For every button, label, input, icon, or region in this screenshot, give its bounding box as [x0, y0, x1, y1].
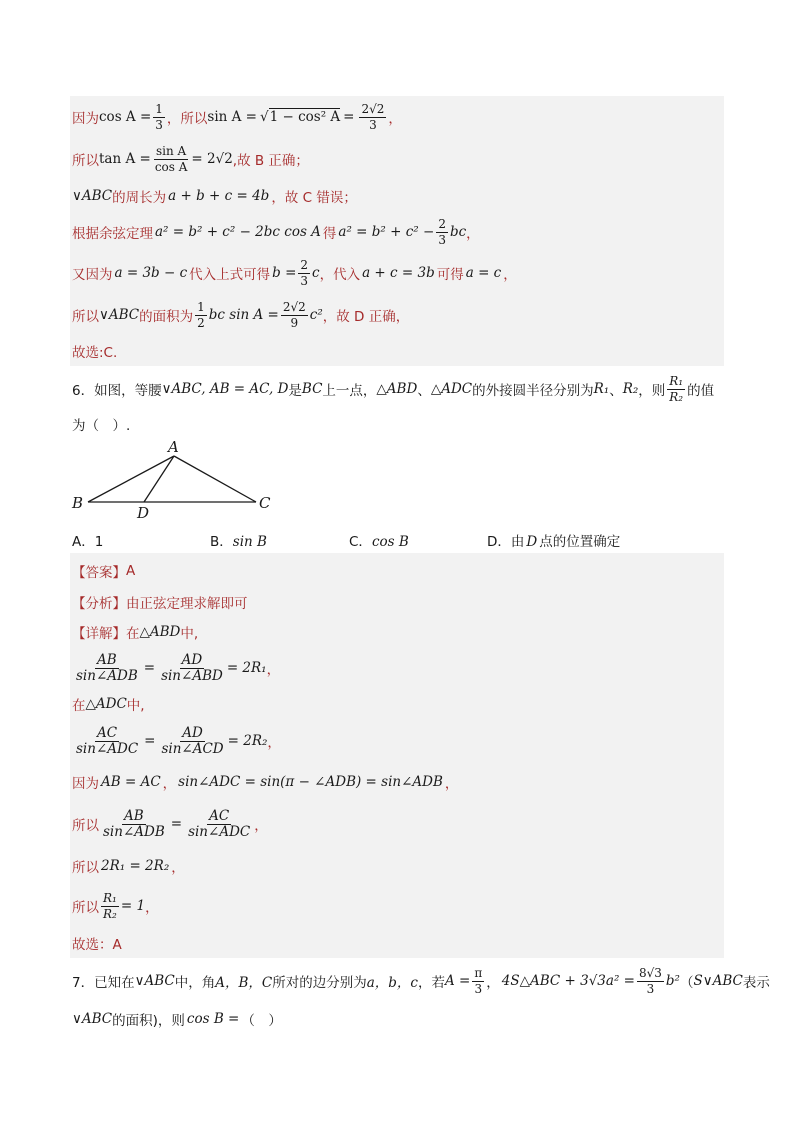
- math-triangle: ∨ABC: [72, 1011, 113, 1027]
- math-sides: a，b，c: [366, 975, 418, 991]
- option-b[interactable]: B．sin B: [210, 534, 267, 550]
- text: 、: [609, 383, 623, 399]
- text: 所以: [72, 860, 99, 876]
- math-sum: a + c = 3b: [362, 265, 435, 281]
- sol6-eq1: $\frac{AB}{\text{sin∠ADB}}$ = $\frac{AD}{\text{sin∠ABD}}$ = 2R₁ ，: [76, 651, 281, 684]
- text: （ ）: [241, 1013, 282, 1029]
- math-R1: R₁: [593, 381, 610, 397]
- text: 在: [126, 626, 140, 642]
- text: 所以: [72, 153, 99, 169]
- text: 所以: [72, 900, 99, 916]
- label-B: B: [72, 494, 84, 512]
- text: 的周长为: [112, 190, 167, 206]
- math-cosA: cos A =: [99, 109, 152, 125]
- label-D: D: [137, 504, 150, 522]
- text: 表示: [742, 975, 770, 991]
- math-sinA: sin A =: [207, 109, 257, 125]
- answer-value: A: [126, 563, 136, 579]
- math-angles: A，B，C: [215, 975, 273, 991]
- sol5-line3: [72, 186, 357, 206]
- fraction-pi-3: $\frac{\pi}{3}$: [474, 965, 483, 996]
- text: 所以: [72, 309, 99, 325]
- q6-line1: [72, 372, 714, 406]
- text: 可得: [436, 267, 464, 283]
- fraction-AD-sinABD: $\frac{AD}{\text{sin∠ABD}}$: [161, 651, 223, 684]
- sol6-analysis: [72, 592, 248, 612]
- text: 所对的边分别为: [272, 975, 367, 991]
- math-perimeter: a + b + c = 4b: [168, 188, 270, 204]
- text: 6．如图，等腰: [72, 383, 162, 399]
- sol5-line5: [72, 256, 517, 290]
- text: 得: [322, 226, 337, 242]
- math-eq: =: [343, 109, 355, 125]
- text: 、: [417, 383, 431, 399]
- math-cosB: cos B =: [186, 1011, 240, 1027]
- segment-AD: [144, 456, 174, 502]
- text: 为（ ）.: [72, 418, 131, 434]
- fraction-AB-sinADB: $\frac{AB}{\text{sin∠ADB}}$: [103, 807, 165, 840]
- math-ABD: △ABD: [376, 381, 418, 397]
- text: 是: [288, 383, 302, 399]
- math-A-eq: A =: [445, 973, 471, 989]
- text: ，: [444, 776, 459, 792]
- detail-tag: 【详解】: [72, 626, 126, 642]
- math-2R1-2R2: 2R₁ = 2R₂: [101, 858, 170, 874]
- text: 中,: [180, 626, 199, 642]
- fraction-R1-R2: $\frac{\text{R₁}}{\text{R₂}}$: [103, 890, 117, 921]
- math-ADC: △ADC: [85, 696, 127, 712]
- text: ，: [388, 111, 402, 127]
- sol6-so3: [72, 888, 159, 924]
- fraction-1-3: $\frac{1}{3}$: [155, 101, 163, 132]
- math-b-eq: b =: [272, 265, 297, 281]
- text: ，: [466, 226, 480, 242]
- text: 所以: [72, 818, 99, 834]
- math-expr: a² = b² + c² −: [338, 224, 435, 240]
- sol6-final: [72, 933, 122, 953]
- answer-tag: 【答案】: [72, 565, 126, 581]
- math-ABD: △ABD: [139, 624, 181, 640]
- text: 7．已知在: [72, 975, 135, 991]
- sol5-line4: [72, 215, 480, 249]
- sol6-answer: [72, 561, 135, 581]
- sol5-line2: [72, 142, 309, 176]
- sol5-line1: 因为 cos A = $\frac{1}{3}$ ，所以 sin A = √1 − cos² A = $\frac{2√2}{3}$ ，: [72, 101, 402, 132]
- math-S: S∨ABC: [693, 973, 743, 989]
- sol6-so1: 所以 $\frac{AB}{\text{sin∠ADB}}$ = $\frac{AC}{\text{sin∠ADC}}$ ，: [72, 807, 268, 840]
- sol6-eq2: $\frac{AC}{\text{sin∠ADC}}$ = $\frac{AD}{\text{sin∠ACD}}$ = 2R₂ ，: [76, 724, 281, 757]
- math-triangle: ∨ABC: [99, 307, 140, 323]
- label-C: C: [259, 494, 271, 512]
- fraction-2sqrt2-9: $\frac{2√2}{9}$: [282, 299, 306, 330]
- text: 因为: [72, 111, 99, 127]
- math-a-eq-c: a = c: [465, 265, 502, 281]
- text: ，若: [418, 975, 445, 991]
- math-tanA: tan A =: [99, 151, 151, 167]
- sol5-line7: [72, 341, 117, 361]
- text: ，故 D 正确，: [322, 309, 410, 325]
- math-area: bc sin A =: [208, 307, 279, 323]
- text: ，代入: [319, 267, 361, 283]
- text: 在: [72, 698, 86, 714]
- option-a[interactable]: A．1: [72, 534, 104, 550]
- math-a-eq: a = 3b − c: [114, 265, 188, 281]
- text: ，: [486, 975, 500, 991]
- segment-AB: [88, 456, 174, 502]
- text: ，所以: [166, 111, 208, 127]
- math-value: = 2√2: [191, 151, 233, 167]
- text: 又因为: [72, 267, 113, 283]
- text: 的值: [687, 383, 715, 399]
- fraction-1-2: $\frac{1}{2}$: [197, 299, 205, 330]
- fraction-sin-cos: $\frac{\text{sin A}}{\text{cos A}}$: [154, 143, 188, 174]
- math-sqrt: 1 − cos² A: [269, 109, 341, 125]
- math-area-eq: 4S△ABC + 3√3a² =: [501, 973, 635, 989]
- text: ，: [503, 267, 517, 283]
- sol6-because: [72, 772, 458, 792]
- math-2R1: = 2R₁: [226, 660, 267, 676]
- q7-line1: [72, 963, 770, 999]
- analysis-text: 由正弦定理求解即可: [126, 596, 248, 612]
- fraction-AC-sinADC: $\frac{AC}{\text{sin∠ADC}}$: [76, 724, 139, 757]
- text: ，则: [638, 383, 666, 399]
- math-given: ∨ABC, AB = AC, D: [161, 381, 289, 397]
- math-sin-identity: sin∠ADC = sin(π − ∠ADB) = sin∠ADB: [178, 774, 443, 790]
- text: ，: [145, 900, 159, 916]
- text: （: [679, 975, 694, 991]
- math-b2: b²: [665, 973, 680, 989]
- math-bc: bc: [449, 224, 467, 240]
- text: 中,: [126, 698, 145, 714]
- math-triangle: ∨ABC: [72, 188, 113, 204]
- q6-line2: [72, 414, 130, 434]
- text: 因为: [72, 776, 99, 792]
- option-d[interactable]: D．由 D 点的位置确定: [487, 534, 621, 550]
- text: 根据余弦定理: [72, 226, 153, 242]
- fraction-2sqrt2-3: $\frac{2√2}{3}$: [361, 101, 385, 132]
- fraction-2-3b: $\frac{2}{3}$: [300, 257, 309, 288]
- fraction-AD-sinACD: $\frac{AD}{\text{sin∠ACD}}$: [161, 724, 224, 757]
- math-BC: BC: [301, 381, 323, 397]
- analysis-tag: 【分析】: [72, 596, 126, 612]
- fraction-AB-sinADB: $\frac{AB}{\text{sin∠ADB}}$: [76, 651, 138, 684]
- sol6-so2: [72, 856, 185, 876]
- sol5-line6: [72, 297, 409, 333]
- math-ADC: △ADC: [430, 381, 473, 397]
- option-c[interactable]: C．cos B: [349, 534, 409, 550]
- q7-line2: [72, 1009, 282, 1029]
- text: 中，角: [174, 975, 216, 991]
- text: ，: [267, 735, 281, 751]
- fraction-R1-R2: $\frac{\text{R₁}}{\text{R₂}}$: [669, 373, 684, 404]
- math-eq-1: = 1: [120, 898, 146, 914]
- text: 代入上式可得: [189, 267, 271, 283]
- triangle-figure: [60, 436, 290, 522]
- text: 故选:C.: [72, 345, 118, 361]
- math-c2: c²: [309, 307, 323, 323]
- segment-AC: [174, 456, 256, 502]
- fraction-8sqrt3-3: $\frac{8√3}{3}$: [638, 965, 662, 996]
- text: ,故 B 正确；: [232, 153, 309, 169]
- label-A: A: [168, 438, 179, 456]
- math-cosine-law: a² = b² + c² − 2bc cos A: [155, 224, 321, 240]
- text: 的面积为: [139, 309, 194, 325]
- text: ，故 C 错误；: [271, 190, 357, 206]
- sol6-detail: [72, 622, 198, 642]
- text: 上一点，: [322, 383, 377, 399]
- math-c: c: [312, 265, 320, 281]
- math-R2: R₂: [622, 381, 639, 397]
- text: 的面积)，则: [112, 1013, 185, 1029]
- text: 故选：A: [72, 937, 122, 953]
- math-AB-AC: AB = AC: [101, 774, 161, 790]
- fraction-2-3: $\frac{2}{3}$: [438, 216, 446, 247]
- text: ，: [171, 860, 185, 876]
- text: 的外接圆半径分别为: [472, 383, 594, 399]
- text: ，: [254, 818, 268, 834]
- text: ，: [266, 662, 281, 678]
- math-2R2: = 2R₂: [227, 733, 268, 749]
- text: ，: [162, 776, 177, 792]
- sol6-in-ADC: [72, 694, 145, 714]
- math-triangle: ∨ABC: [134, 973, 175, 989]
- fraction-AC-sinADC: $\frac{AC}{\text{sin∠ADC}}$: [188, 807, 251, 840]
